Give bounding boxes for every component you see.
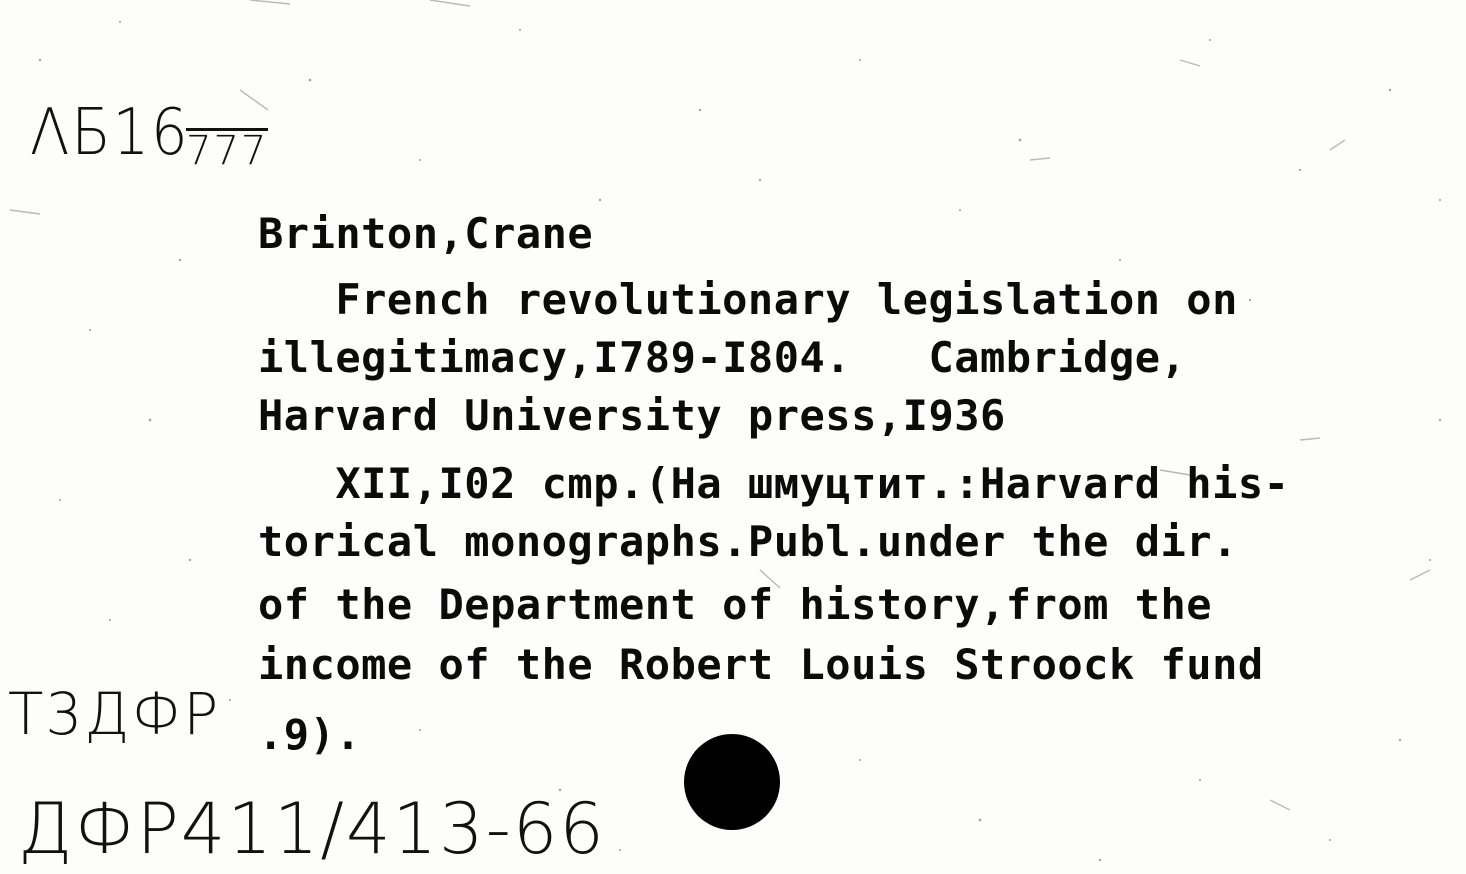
entry-line-5: torical monographs.Publ.under the dir. <box>258 517 1238 566</box>
shelf-code: Т3ДФР <box>8 680 221 748</box>
entry-line-3: Harvard University press,I936 <box>258 391 1006 440</box>
entry-line-4: XII,I02 cmp.(На шмуцтит.:Harvard his- <box>258 459 1290 508</box>
call-number-main: ΛБ16 <box>30 96 190 170</box>
entry-line-7: income of the Robert Louis Stroock fund <box>258 640 1264 689</box>
shelf-number: ДФР411/413-66 <box>18 788 606 870</box>
entry-line-6: of the Department of history,from the <box>258 580 1213 629</box>
punch-hole <box>684 734 780 830</box>
author-line: Brinton,Crane <box>258 209 594 258</box>
entry-line-8: .9). <box>258 710 362 759</box>
entry-line-1: French revolutionary legislation on <box>258 275 1238 324</box>
call-number-sub: 777 <box>186 128 269 174</box>
entry-line-2: illegitimacy,I789-I804. Cambridge, <box>258 333 1187 382</box>
